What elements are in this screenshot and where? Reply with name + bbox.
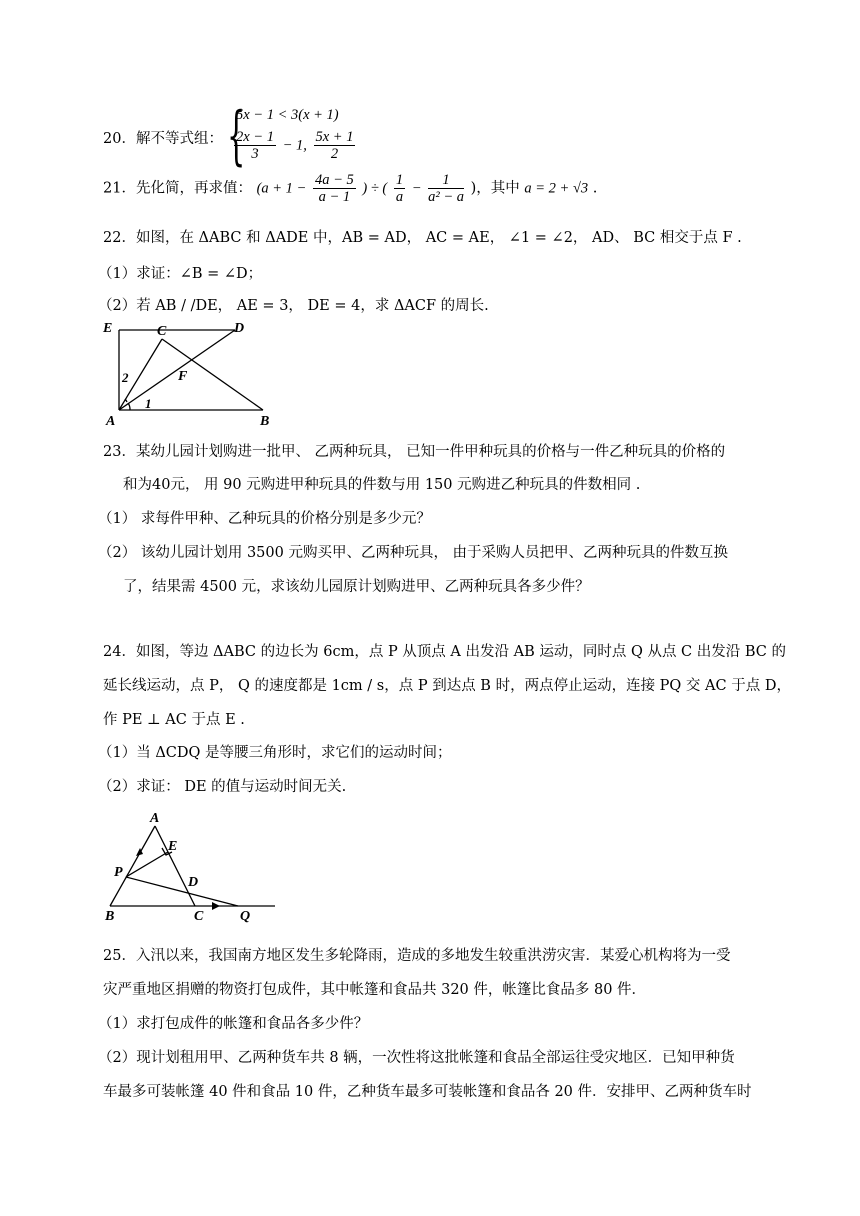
q25-line-2: 灾严重地区捐赠的物资打包成件，其中帐篷和食品共 320 件，帐篷比食品多 80 件． <box>103 982 647 998</box>
q21-fraction-1: $\frac{4a - 5}{a - 1}$ <box>314 172 354 205</box>
q22-angle-2: 2 <box>122 370 129 385</box>
q21-minus: − <box>411 180 422 197</box>
q21-part-1: (a + 1 − <box>256 180 307 197</box>
q22-label-E: E <box>103 321 113 336</box>
q23-part-2a: （2） 该幼儿园计划用 3500 元购买甲、乙两种玩具， 由于采购人员把甲、乙两种玩具的件数互换 <box>98 545 729 561</box>
q24-label-C: C <box>194 909 204 924</box>
q22-label-C: C <box>157 324 167 339</box>
q25-part-2b: 车最多可装帐篷 40 件和食品 10 件，乙种货车最多可装帐篷和食品各 20 件．安排甲、乙两种货车时 <box>103 1084 752 1100</box>
q21-label: 21．先化简，再求值： <box>103 180 252 197</box>
q21-part-2: ) ÷ ( <box>362 180 388 197</box>
q20-label: 20．解不等式组： <box>103 131 223 147</box>
q20-inequality-1: 5x − 1 < 3(x + 1) <box>236 107 339 123</box>
q24-part-1: （1）当 ΔCDQ 是等腰三角形时，求它们的运动时间； <box>98 745 452 761</box>
q22-stem: 22．如图，在 ΔABC 和 ΔADE 中，AB = AD， AC = AE， ∠1 = ∠2， AD、 BC 相交于点 F . <box>103 230 742 246</box>
q24-line-3: 作 PE ⊥ AC 于点 E . <box>103 712 245 728</box>
q22-label-D: D <box>234 321 245 336</box>
q24-arrow-Q <box>212 902 220 910</box>
q20-inequality-2 <box>232 129 357 162</box>
q24-part-2: （2）求证： DE 的值与运动时间无关. <box>98 779 347 795</box>
q24-label-E: E <box>168 839 178 854</box>
q22-label-F: F <box>178 369 188 384</box>
q23-line-2: 和为40元， 用 90 元购进甲种玩具的件数与用 150 元购进乙种玩具的件数相同 . <box>123 477 641 493</box>
q23-part-1: （1） 求每件甲种、乙种玩具的价格分别是多少元？ <box>98 511 431 527</box>
q20-fraction-1: $\frac{2x - 1}{3}$ <box>236 129 274 162</box>
q23-line-1: 23．某幼儿园计划购进一批甲、 乙两种玩具， 已知一件甲种玩具的价格与一件乙种玩具的价格的 <box>103 444 726 460</box>
q21-fraction-2: $\frac{1}{a}$ <box>395 172 404 205</box>
q24-line-2: 延长线运动，点 P， Q 的速度都是 1cm / s，点 P 到达点 B 时，两点停止运动，连接 PQ 交 AC 于点 D， <box>103 678 791 694</box>
q21-condition: a = 2 + √3 <box>524 180 589 197</box>
q22-label-A: A <box>106 414 116 428</box>
q24-label-B: B <box>105 909 115 924</box>
q22-part-2: （2）若 AB / /DE， AE = 3， DE = 4，求 ΔACF 的周长. <box>98 298 489 314</box>
q24-label-Q: Q <box>240 909 251 924</box>
q24-label-P: P <box>114 865 123 880</box>
q25-part-2a: （2）现计划租用甲、乙两种货车共 8 辆，一次性将这批帐篷和食品全部运往受灾地区．已知甲种货 <box>98 1050 735 1066</box>
q24-figure <box>100 808 280 924</box>
q21-fraction-3: $\frac{1}{\text{a² − a}}$ <box>428 172 464 205</box>
q20-fraction-2: $\frac{5x + 1}{2}$ <box>315 129 354 162</box>
system-brace: { <box>227 99 246 173</box>
q25-line-1: 25．入汛以来，我国南方地区发生多轮降雨，造成的多地发生较重洪涝灾害．某爱心机构将为一受 <box>103 948 731 964</box>
q22-label-B: B <box>260 414 270 428</box>
q20-middle: − 1, <box>282 137 307 154</box>
q22-part-1: （1）求证：∠B = ∠D； <box>98 266 263 282</box>
q24-label-A: A <box>150 811 160 826</box>
q24-label-D: D <box>188 875 199 890</box>
q25-part-1: （1）求打包成件的帐篷和食品各多少件？ <box>98 1016 369 1032</box>
q22-angle-1: 1 <box>145 396 152 411</box>
q21-end: . <box>592 180 598 197</box>
q24-line-1: 24．如图，等边 ΔABC 的边长为 6cm，点 P 从顶点 A 出发沿 AB 运动，同时点 Q 从点 C 出发沿 BC 的 <box>103 644 786 660</box>
q21-part-3: )，其中 <box>470 180 520 197</box>
q23-part-2b: 了，结果需 4500 元，求该幼儿园原计划购进甲、乙两种玩具各多少件？ <box>123 579 590 595</box>
q22-figure <box>100 318 290 428</box>
q21-line <box>103 172 597 205</box>
